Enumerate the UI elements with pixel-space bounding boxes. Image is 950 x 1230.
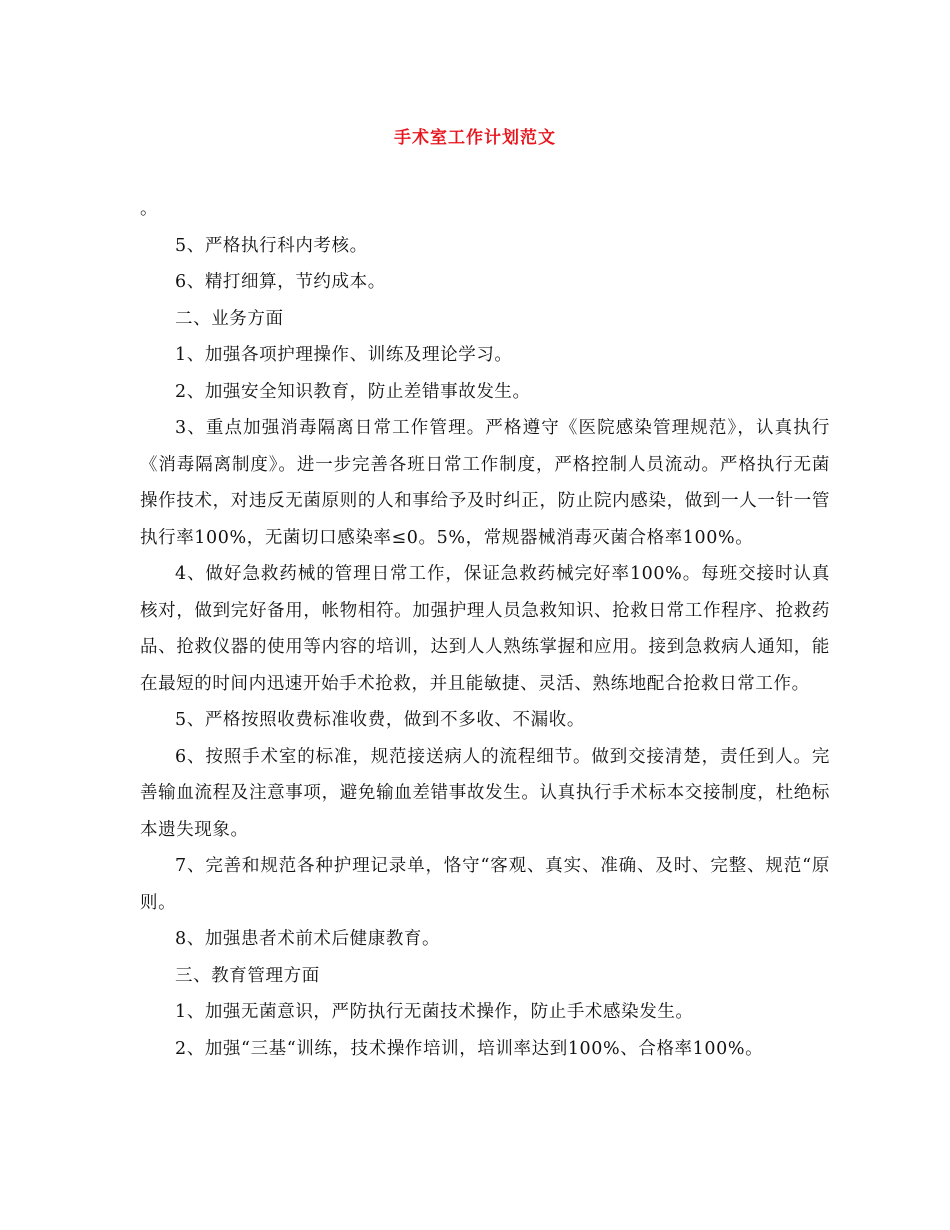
paragraph: 3、重点加强消毒隔离日常工作管理。严格遵守《医院感染管理规范》，认真执行《消毒隔离制度》。进一步完善各班日常工作制度，严格控制人员流动。严格执行无菌操作技术，对违反无菌原则的人和事给予及时纠正，防止院内感染，做到一人一针一管执行率100%，无菌切口感染率≤0。5%，常规器械消毒灭菌合格率100%。: [140, 418, 830, 548]
paragraph: 5、严格按照收费标准收费，做到不多收、不漏收。: [175, 710, 585, 730]
section-heading: 三、教育管理方面: [175, 965, 320, 986]
paragraph: 1、加强各项护理操作、训练及理论学习。: [175, 345, 513, 365]
section-heading: 二、业务方面: [175, 308, 284, 329]
paragraph: 5、严格执行科内考核。: [175, 235, 368, 256]
paragraph: 4、做好急救药械的管理日常工作，保证急救药械完好率100%。每班交接时认真核对，做到完好备用，帐物相符。加强护理人员急救知识、抢救日常工作程序、抢救药品、抢救仪器的使用等内容的培训，达到人人熟练掌握和应用。接到急救病人通知，能在最短的时间内迅速开始手术抢救，并且能敏捷、灵活、熟练地配合抢救日常工作。: [140, 564, 830, 694]
document-body: [140, 191, 830, 1067]
document-title: 手术室工作计划范文: [394, 128, 556, 148]
paragraph: 7、完善和规范各种护理记录单，恪守“客观、真实、准确、及时、完整、规范“原则。: [140, 856, 830, 913]
paragraph: 2、加强安全知识教育，防止差错事故发生。: [175, 381, 531, 402]
paragraph: 8、加强患者术前术后健康教育。: [175, 929, 441, 949]
paragraph: 2、加强“三基“训练，技术操作培训，培训率达到100%、合格率100%。: [175, 1038, 764, 1059]
paragraph: 1、加强无菌意识，严防执行无菌技术操作，防止手术感染发生。: [175, 1002, 694, 1022]
paragraph: 。: [140, 199, 159, 219]
paragraph: 6、按照手术室的标准，规范接送病人的流程细节。做到交接清楚，责任到人。完善输血流程及注意事项，避免输血差错事故发生。认真执行手术标本交接制度，杜绝标本遗失现象。: [140, 746, 830, 840]
paragraph: 6、精打细算，节约成本。: [175, 272, 386, 292]
